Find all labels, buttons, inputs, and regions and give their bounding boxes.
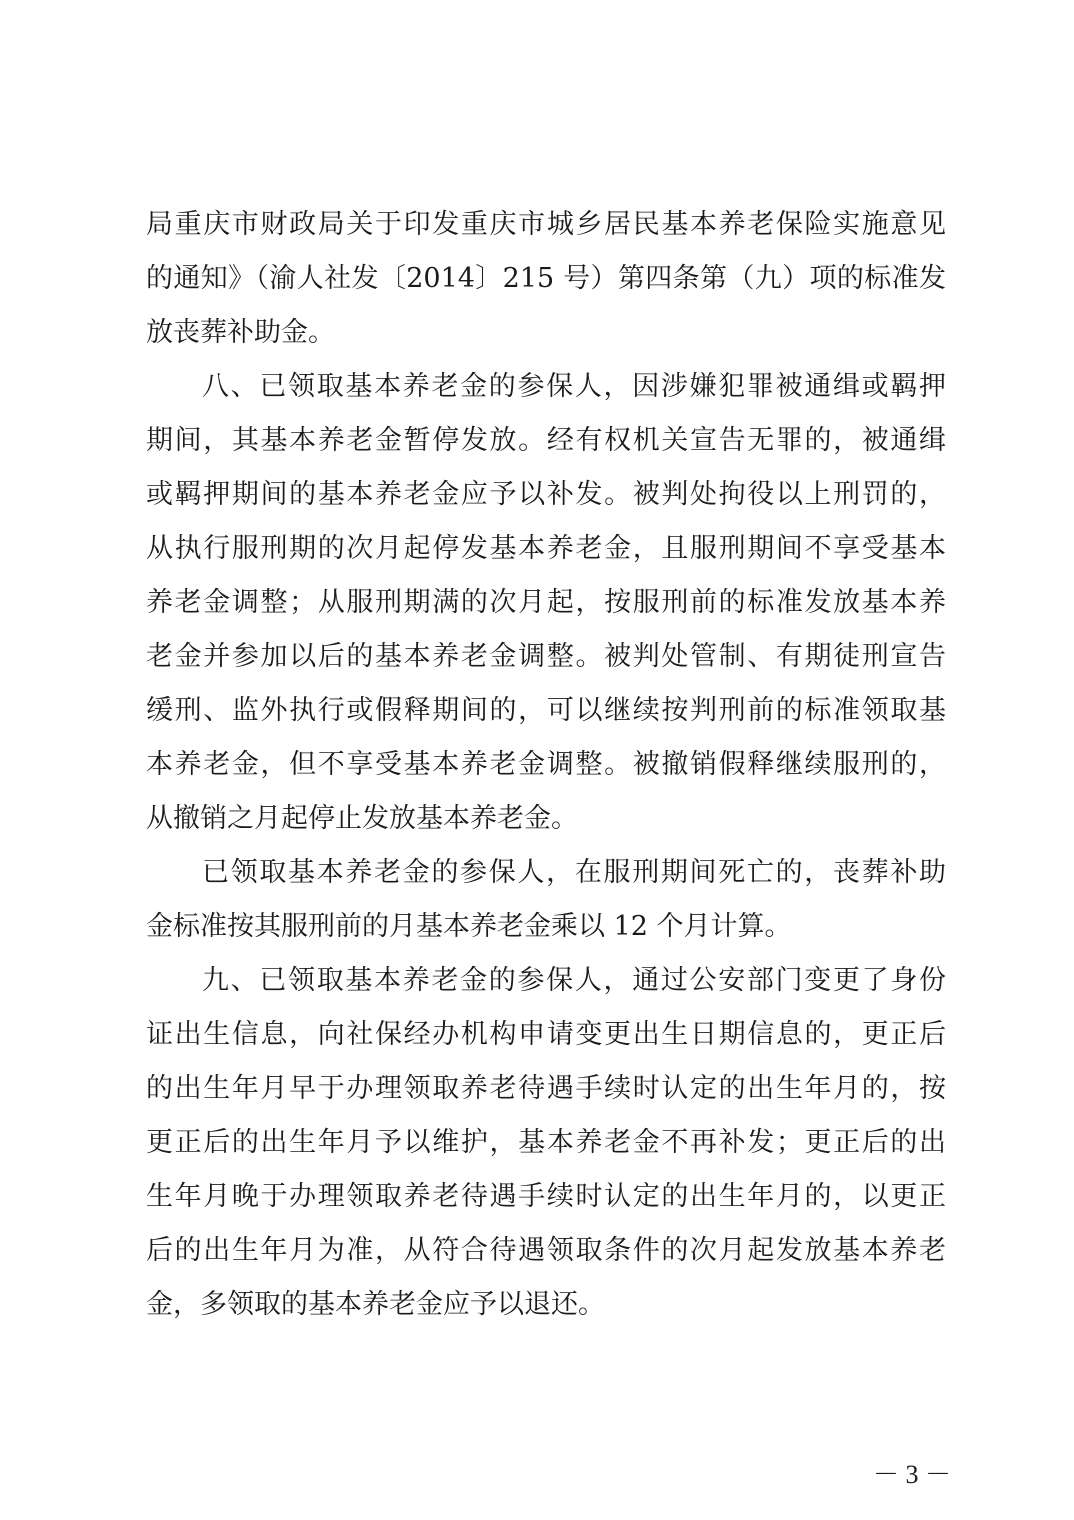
page-number: － 3 － [872, 1460, 951, 1489]
paragraph-line: 九、已领取基本养老金的参保人，通过公安部门变更了身份 [202, 965, 946, 996]
paragraph-line: 或羁押期间的基本养老金应予以补发。被判处拘役以上刑罚的， [146, 479, 946, 510]
paragraph-line: 缓刑、监外执行或假释期间的，可以继续按判刑前的标准领取基 [146, 695, 946, 726]
paragraph-line: 从执行服刑期的次月起停发基本养老金，且服刑期间不享受基本 [146, 533, 946, 564]
body-text [146, 198, 946, 1332]
paragraph-line: 金，多领取的基本养老金应予以退还。 [146, 1289, 605, 1320]
paragraph-line: 本养老金，但不享受基本养老金调整。被撤销假释继续服刑的， [146, 749, 946, 780]
paragraph-line: 证出生信息，向社保经办机构申请变更出生日期信息的，更正后 [146, 1019, 946, 1050]
paragraph-line: 的通知》（渝人社发〔2014〕215 号）第四条第（九）项的标准发 [146, 263, 946, 294]
paragraph-line: 生年月晚于办理领取养老待遇手续时认定的出生年月的，以更正 [146, 1181, 946, 1212]
paragraph-line: 放丧葬补助金。 [146, 317, 335, 348]
paragraph-line: 从撤销之月起停止发放基本养老金。 [146, 803, 578, 834]
paragraph-line: 八、已领取基本养老金的参保人，因涉嫌犯罪被通缉或羁押 [202, 371, 946, 402]
paragraph-line: 养老金调整；从服刑期满的次月起，按服刑前的标准发放基本养 [146, 587, 946, 618]
paragraph-line: 局重庆市财政局关于印发重庆市城乡居民基本养老保险实施意见 [146, 209, 946, 240]
paragraph-line: 已领取基本养老金的参保人，在服刑期间死亡的，丧葬补助 [202, 857, 946, 888]
paragraph-line: 的出生年月早于办理领取养老待遇手续时认定的出生年月的，按 [146, 1073, 946, 1104]
paragraph-line: 后的出生年月为准，从符合待遇领取条件的次月起发放基本养老 [146, 1235, 946, 1266]
paragraph-line: 期间，其基本养老金暂停发放。经有权机关宣告无罪的，被通缉 [146, 425, 946, 456]
paragraph-line: 老金并参加以后的基本养老金调整。被判处管制、有期徒刑宣告 [146, 641, 946, 672]
paragraph-line: 金标准按其服刑前的月基本养老金乘以 12 个月计算。 [146, 911, 792, 942]
paragraph-line: 更正后的出生年月予以维护，基本养老金不再补发；更正后的出 [146, 1127, 946, 1158]
